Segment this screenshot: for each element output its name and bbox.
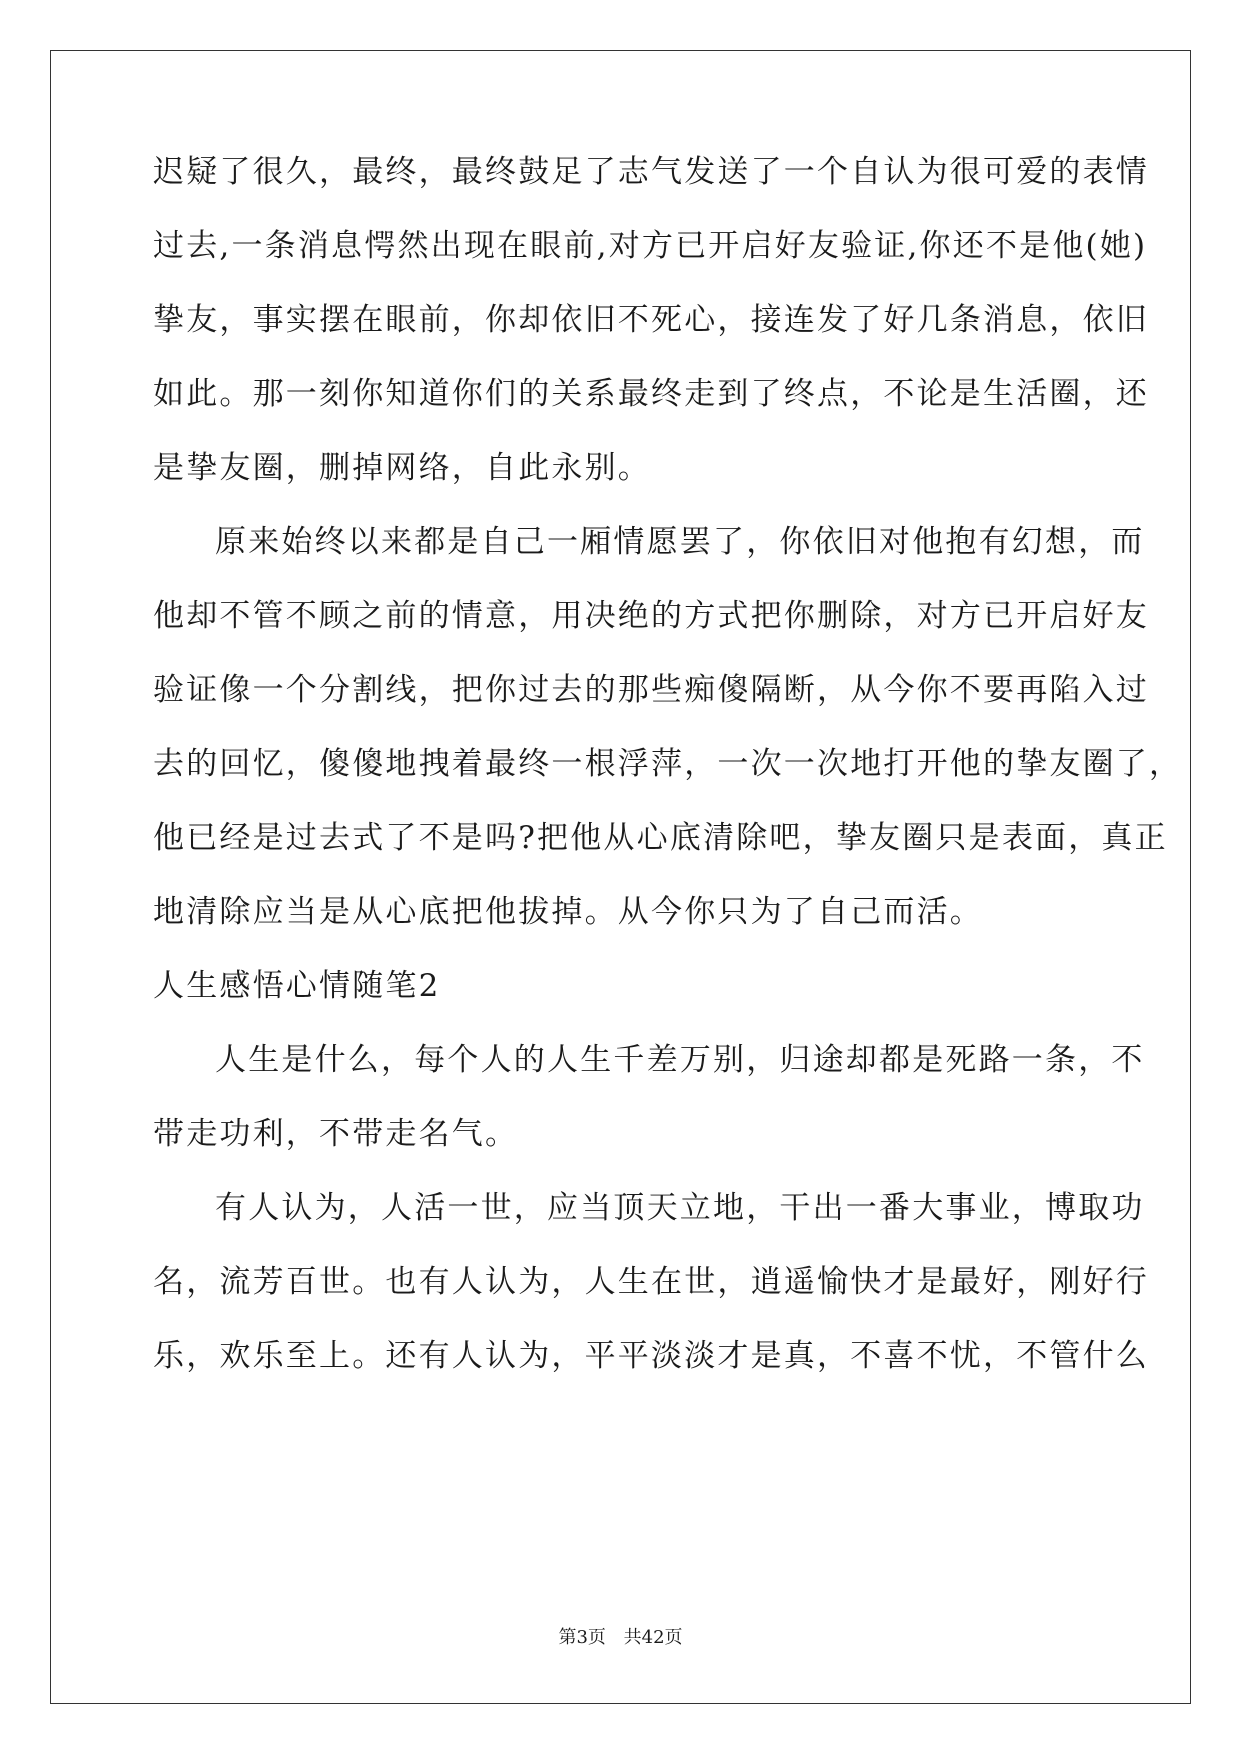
page-border (50, 50, 1191, 1704)
body-text-line: 是挚友圈，删掉网络，自此永别。 (153, 450, 651, 486)
page-total: 共42页 (623, 1627, 683, 1648)
body-text-line: 验证像一个分割线，把你过去的那些痴傻隔断，从今你不要再陷入过 (153, 672, 1149, 708)
body-text-line: 迟疑了很久，最终，最终鼓足了志气发送了一个自认为很可爱的表情 (153, 154, 1149, 190)
body-text-line: 如此。那一刻你知道你们的关系最终走到了终点，不论是生活圈，还 (153, 376, 1149, 412)
body-text-line: 他已经是过去式了不是吗?把他从心底清除吧，挚友圈只是表面，真正 (153, 820, 1168, 856)
body-text-line: 挚友，事实摆在眼前，你却依旧不死心，接连发了好几条消息，依旧 (153, 302, 1149, 338)
body-text-line: 名，流芳百世。也有人认为，人生在世，逍遥愉快才是最好，刚好行 (153, 1264, 1149, 1300)
page-footer (0, 1626, 1241, 1650)
body-text-line: 过去,一条消息愕然出现在眼前,对方已开启好友验证,你还不是他(她) (153, 228, 1148, 264)
paragraph-first-line: 原来始终以来都是自己一厢情愿罢了，你依旧对他抱有幻想，而 (215, 524, 1145, 560)
paragraph-first-line: 人生是什么，每个人的人生千差万别，归途却都是死路一条，不 (215, 1042, 1145, 1078)
body-text-line: 地清除应当是从心底把他拔掉。从今你只为了自己而活。 (153, 894, 983, 930)
body-text-line: 乐，欢乐至上。还有人认为，平平淡淡才是真，不喜不忧，不管什么 (153, 1338, 1149, 1374)
paragraph-first-line: 有人认为，人活一世，应当顶天立地，干出一番大事业，博取功 (215, 1190, 1145, 1226)
body-text-line: 带走功利，不带走名气。 (153, 1116, 519, 1152)
page-number: 第3页 (558, 1627, 606, 1648)
body-text-line: 他却不管不顾之前的情意，用决绝的方式把你删除，对方已开启好友 (153, 598, 1149, 634)
section-heading: 人生感悟心情随笔2 (153, 968, 441, 1004)
body-text-line: 去的回忆，傻傻地拽着最终一根浮萍，一次一次地打开他的挚友圈了， (153, 746, 1183, 782)
